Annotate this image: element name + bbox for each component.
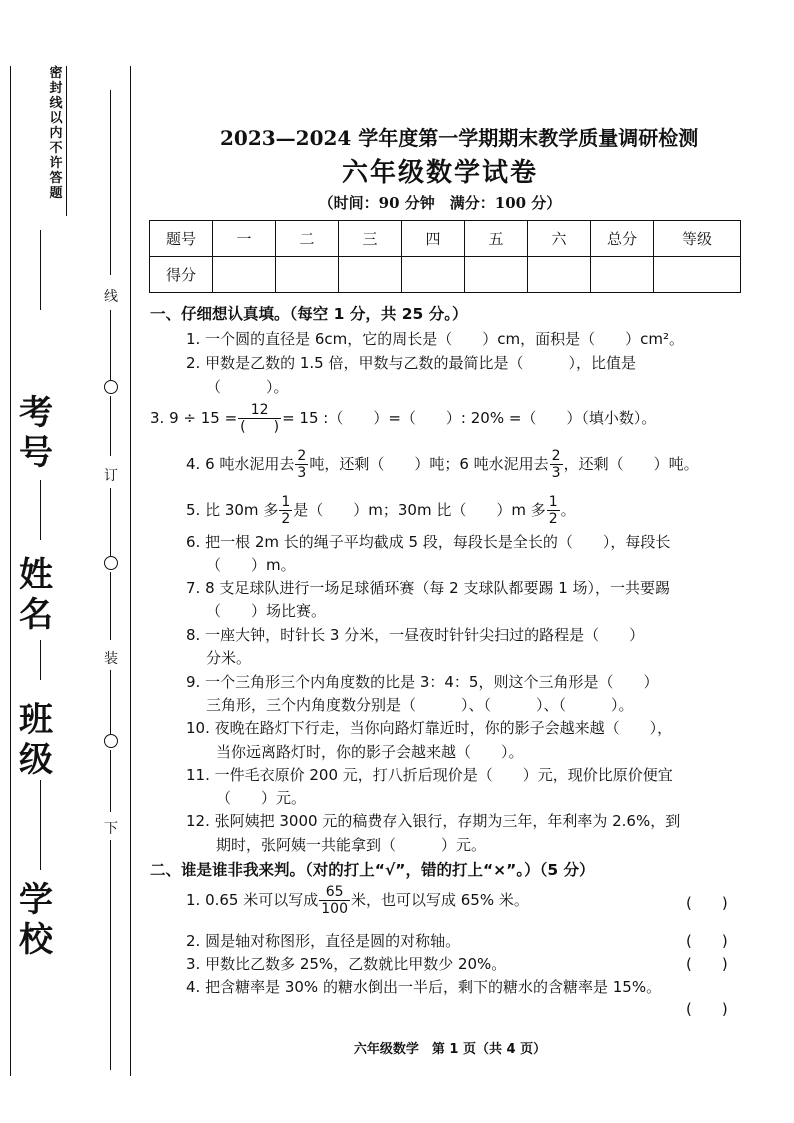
binding-hole-mark [104, 734, 118, 748]
question-1-9: 9. 一个三角形三个内角度数的比是 3：4：5，则这个三角形是（ ） [186, 673, 659, 691]
question-2-2: 2. 圆是轴对称图形，直径是圆的对称轴。 [186, 932, 461, 950]
fraction [550, 448, 563, 481]
score-entry-cell[interactable] [528, 257, 591, 293]
fraction-numerator: 2 [551, 448, 561, 464]
score-table-score-row [150, 257, 741, 293]
page-footer: 六年级数学 第 1 页（共 4 页） [353, 1042, 547, 1057]
score-row-label: 得分 [150, 257, 213, 293]
score-table-cell: 题号 [150, 221, 213, 257]
cut-line-char: 线 [103, 286, 119, 306]
question-1-5-text: 5. 比 30m 多 [186, 501, 279, 519]
cut-line-segment [110, 396, 111, 456]
score-table-header-row [150, 221, 741, 257]
exam-title: 2023—2024 学年度第一学期期末教学质量调研检测 [220, 126, 699, 150]
binding-hole-mark [104, 556, 118, 570]
question-2-1 [186, 882, 529, 918]
score-table-cell: 六 [528, 221, 591, 257]
question-1-12-continued: 期时，张阿姨一共能拿到（ ）元。 [216, 836, 487, 854]
field-underline-name [40, 640, 41, 680]
question-1-4 [186, 446, 699, 482]
question-1-12: 12. 张阿姨把 3000 元的稿费存入银行，存期为三年，年利率为 2.6%，到 [186, 812, 681, 830]
score-entry-cell[interactable] [339, 257, 402, 293]
question-1-7-continued: （ ）场比赛。 [206, 602, 327, 620]
score-table-cell: 三 [339, 221, 402, 257]
question-1-4-text: 吨，还剩（ ）吨；6 吨水泥用去 [309, 455, 549, 473]
fraction [547, 494, 560, 527]
section-1-title: 一、仔细想认真填。（每空 1 分，共 25 分。） [150, 305, 468, 323]
field-underline-top [40, 230, 41, 310]
score-entry-cell[interactable] [276, 257, 339, 293]
field-label-class: 班级 [19, 700, 53, 780]
answer-paren[interactable]: ( ) [686, 894, 728, 912]
cut-line-segment [110, 310, 111, 380]
question-1-7: 7. 8 支足球队进行一场足球循环赛（每 2 支球队都要踢 1 场），一共要踢 [186, 579, 671, 597]
question-2-1-text: 1. 0.65 米可以写成 [186, 891, 319, 909]
question-1-4-text: ，还剩（ ）吨。 [563, 455, 699, 473]
field-label-school: 学校 [19, 880, 53, 960]
question-1-11-continued: （ ）元。 [216, 789, 307, 807]
score-entry-cell[interactable] [591, 257, 654, 293]
cut-line-char: 装 [103, 648, 119, 668]
score-table-cell: 五 [465, 221, 528, 257]
cut-line-segment [110, 750, 111, 812]
question-1-3 [150, 400, 656, 436]
question-1-3-text: 3. 9 ÷ 15 = [150, 409, 238, 427]
fraction-numerator: 65 [319, 884, 350, 901]
question-1-5 [186, 492, 576, 528]
fraction [319, 884, 350, 917]
fraction [238, 402, 281, 435]
warning-box-line [66, 66, 67, 216]
fraction-denominator: 3 [297, 465, 307, 481]
question-2-4: 4. 把含糖率是 30% 的糖水倒出一半后，剩下的糖水的含糖率是 15%。 [186, 978, 662, 996]
question-1-3-text: = 15 :（ ）=（ ）: 20% =（ ）（填小数）。 [282, 409, 657, 427]
cut-line-segment [110, 90, 111, 275]
fraction-denominator: 3 [551, 465, 561, 481]
cut-line-segment [110, 572, 111, 640]
question-1-1: 1. 一个圆的直径是 6cm，它的周长是（ ）cm，面积是（ ）cm²。 [186, 330, 684, 348]
fraction [295, 448, 308, 481]
answer-paren[interactable]: ( ) [686, 932, 728, 950]
question-1-4-text: 4. 6 吨水泥用去 [186, 455, 295, 473]
field-label-exam-number: 考号 [19, 393, 53, 473]
cut-line-char: 下 [103, 818, 119, 838]
score-entry-cell[interactable] [654, 257, 741, 293]
score-entry-cell[interactable] [465, 257, 528, 293]
section-2-title: 二、谁是谁非我来判。（对的打上“√”，错的打上“×”。）（5 分） [150, 861, 595, 879]
cut-line-char: 订 [103, 465, 119, 485]
score-table [149, 220, 741, 293]
answer-paren[interactable]: ( ) [686, 955, 728, 973]
field-underline-class [40, 780, 41, 870]
question-2-1-text: 米，也可以写成 65% 米。 [350, 891, 529, 909]
fraction-denominator: 100 [321, 901, 348, 917]
fraction-denominator: ( ) [240, 419, 280, 435]
fraction-denominator: 2 [548, 511, 558, 527]
score-table-cell: 等级 [654, 221, 741, 257]
question-1-8-continued: 分米。 [206, 649, 252, 667]
score-table-cell: 四 [402, 221, 465, 257]
fraction-numerator: 1 [548, 494, 558, 510]
question-1-2-continued: （ ）。 [206, 378, 289, 396]
question-2-3: 3. 甲数比乙数多 25%，乙数就比甲数少 20%。 [186, 955, 507, 973]
exam-time-and-score: （时间：90 分钟 满分：100 分） [318, 194, 562, 212]
fraction-denominator: 2 [281, 511, 291, 527]
cut-line-segment [110, 840, 111, 1070]
cut-line-segment [110, 670, 111, 734]
question-1-11: 11. 一件毛衣原价 200 元，打八折后现价是（ ）元，现价比原价便宜 [186, 766, 673, 784]
question-1-9-continued: 三角形，三个内角度数分别是（ ）、（ ）、（ ）。 [206, 696, 634, 714]
margin-warning: 密封线以内不许答题 [49, 66, 63, 201]
score-table-cell: 总分 [591, 221, 654, 257]
margin-border-inner [130, 66, 131, 1076]
score-entry-cell[interactable] [213, 257, 276, 293]
question-1-6-continued: （ ）m。 [206, 556, 296, 574]
question-1-10-continued: 当你远离路灯时，你的影子会越来越（ ）。 [216, 743, 524, 761]
question-1-5-text: 是（ ）m；30m 比（ ）m 多 [293, 501, 546, 519]
field-underline-exam-number [40, 480, 41, 540]
score-table-cell: 二 [276, 221, 339, 257]
field-label-name: 姓名 [19, 555, 53, 635]
exam-subtitle: 六年级数学试卷 [341, 158, 538, 188]
question-1-8: 8. 一座大钟，时针长 3 分米，一昼夜时针针尖扫过的路程是（ ） [186, 626, 645, 644]
fraction-numerator: 1 [281, 494, 291, 510]
question-1-6: 6. 把一根 2m 长的绳子平均截成 5 段，每段长是全长的（ ），每段长 [186, 533, 671, 551]
answer-paren[interactable]: ( ) [686, 1000, 728, 1018]
question-1-5-text: 。 [560, 501, 576, 519]
binding-hole-mark [104, 380, 118, 394]
question-1-2: 2. 甲数是乙数的 1.5 倍，甲数与乙数的最简比是（ ），比值是 [186, 354, 636, 372]
fraction [279, 494, 292, 527]
cut-line-segment [110, 488, 111, 556]
score-table-cell: 一 [213, 221, 276, 257]
fraction-numerator: 2 [297, 448, 307, 464]
fraction-numerator: 12 [238, 402, 281, 419]
question-1-10: 10. 夜晚在路灯下行走，当你向路灯靠近时，你的影子会越来越（ ）， [186, 719, 673, 737]
score-entry-cell[interactable] [402, 257, 465, 293]
margin-border-outer [10, 66, 11, 1076]
